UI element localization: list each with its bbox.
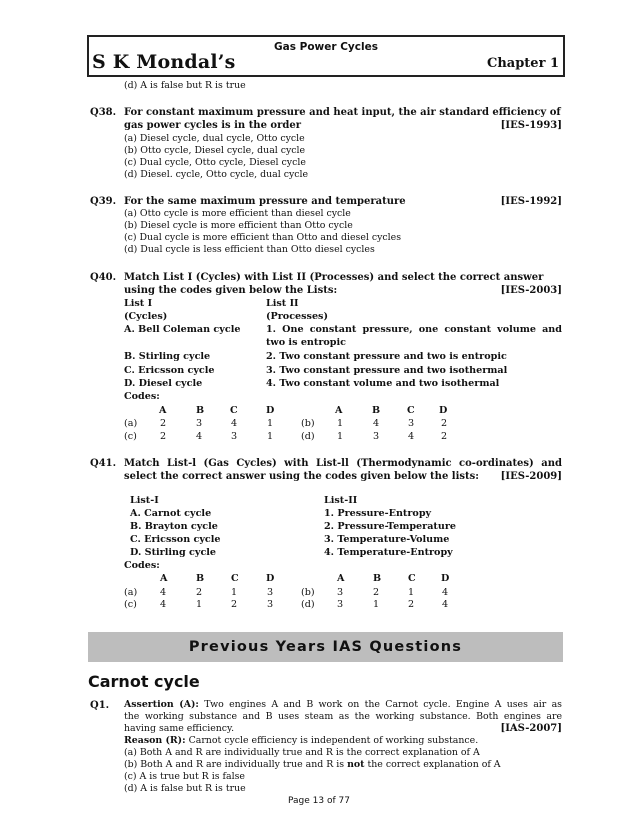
- q41-code-value: 4: [442, 599, 449, 610]
- q41-list1-item: D. Stirling cycle: [130, 547, 217, 558]
- q40-code-header: B: [196, 405, 205, 416]
- q40-code-header: B: [372, 405, 381, 416]
- q41-code-header: D: [266, 573, 275, 584]
- q41-code-value: 3: [267, 587, 274, 598]
- q40-code-value: 2: [441, 418, 448, 429]
- q40-code-value: 4: [196, 431, 203, 442]
- q41-list1-item: A. Carnot cycle: [130, 508, 212, 519]
- q40-code-value: 1: [267, 418, 274, 429]
- page-number: Page 13 of 77: [288, 796, 350, 806]
- q40-code-value: 1: [337, 431, 344, 442]
- q41-code-value: 4: [160, 599, 167, 610]
- q41-code-value: 2: [373, 587, 380, 598]
- q41-code-header: C: [408, 573, 416, 584]
- q40-code-value: 4: [231, 418, 238, 429]
- q41-code-header: A: [160, 573, 168, 584]
- q40-code-value: 2: [441, 431, 448, 442]
- q40-list1-sub: (Cycles): [124, 311, 168, 322]
- q41-number: Q41.: [90, 458, 117, 469]
- header-chapter: Chapter 1: [486, 56, 559, 71]
- q40-code-header: D: [439, 405, 448, 416]
- q40-list1-item: C. Ericsson cycle: [124, 365, 215, 376]
- q41-text-line2: select the correct answer using the codes given below the lists:: [124, 471, 479, 482]
- section-heading: Carnot cycle: [88, 672, 200, 691]
- ias-q1-assertion-line3: having same efficiency.: [124, 723, 235, 734]
- q41-list2-item: 3. Temperature-Volume: [324, 534, 450, 545]
- q38-option-c: (c) Dual cycle, Otto cycle, Diesel cycle: [124, 157, 306, 168]
- q39-option-d: (d) Dual cycle is less efficient than Otto diesel cycles: [124, 244, 375, 255]
- ias-q1-assertion-line1: [124, 699, 562, 711]
- q40-code-header: D: [266, 405, 275, 416]
- q41-code-value: 3: [267, 599, 274, 610]
- q38-option-d: (d) Diesel. cycle, Otto cycle, dual cycle: [124, 169, 309, 180]
- q40-code-value: 1: [337, 418, 344, 429]
- ias-q1-option-b: [124, 759, 562, 771]
- ias-q1-option-c: (c) A is true but R is false: [124, 771, 245, 782]
- q39-reference: [IES-1992]: [500, 196, 562, 207]
- q40-list1-item: A. Bell Coleman cycle: [124, 324, 241, 335]
- q38-number: Q38.: [90, 107, 117, 118]
- q41-code-value: 3: [337, 587, 344, 598]
- ias-q1-option-d: (d) A is false but R is true: [124, 783, 246, 794]
- q38-option-b: (b) Otto cycle, Diesel cycle, dual cycle: [124, 145, 306, 156]
- assertion-text: Two engines A and B work on the Carnot cycle. Engine A uses air as: [204, 699, 562, 710]
- q40-code-value: 1: [267, 431, 274, 442]
- header-author: S K Mondal’s: [92, 51, 236, 73]
- q40-codes-label: Codes:: [124, 391, 160, 402]
- q40-code-option: (d): [301, 431, 315, 442]
- q41-text-line1: Match List-l (Gas Cycles) with List-ll (Thermodynamic co-ordinates) and: [124, 458, 562, 469]
- q41-code-value: 4: [442, 587, 449, 598]
- q41-list1-item: B. Brayton cycle: [130, 521, 218, 532]
- q41-code-option: (b): [301, 587, 315, 598]
- q40-list2-head: List II: [266, 298, 299, 309]
- q41-code-value: 1: [231, 587, 238, 598]
- q41-code-header: A: [337, 573, 345, 584]
- q40-list1-head: List I: [124, 298, 153, 309]
- q41-code-value: 4: [160, 587, 167, 598]
- q40-code-option: (b): [301, 418, 315, 429]
- q40-code-value: 3: [408, 418, 415, 429]
- page-header: [87, 35, 565, 77]
- q40-code-option: (c): [124, 431, 137, 442]
- ias-q1-reference: [IAS-2007]: [500, 723, 562, 734]
- q41-code-value: 1: [196, 599, 203, 610]
- q41-code-header: C: [231, 573, 239, 584]
- q40-list2-item: 1. One constant pressure, one constant volume and: [266, 324, 562, 335]
- carryover-option: (d) A is false but R is true: [124, 80, 246, 91]
- q38-text-line1: For constant maximum pressure and heat input, the air standard efficiency of: [124, 107, 561, 118]
- q40-list2-item: 3. Two constant pressure and two isothermal: [266, 365, 508, 376]
- q39-text-line1: For the same maximum pressure and temperature: [124, 196, 406, 207]
- q40-code-value: 2: [160, 431, 167, 442]
- q41-list1-item: C. Ericsson cycle: [130, 534, 221, 545]
- q40-list2-sub: (Processes): [266, 311, 328, 322]
- q41-code-value: 2: [196, 587, 203, 598]
- q41-code-header: B: [196, 573, 205, 584]
- q40-code-value: 3: [231, 431, 238, 442]
- q40-code-value: 3: [196, 418, 203, 429]
- q40-code-value: 2: [160, 418, 167, 429]
- q41-code-option: (d): [301, 599, 315, 610]
- q41-reference: [IES-2009]: [500, 471, 562, 482]
- q40-list1-item: D. Diesel cycle: [124, 378, 203, 389]
- q39-option-c: (c) Dual cycle is more efficient than Otto and diesel cycles: [124, 232, 402, 243]
- option-b-text-end: the correct explanation of A: [364, 759, 501, 770]
- q41-codes-label: Codes:: [124, 560, 160, 571]
- q40-reference: [IES-2003]: [500, 285, 562, 296]
- q41-code-value: 1: [373, 599, 380, 610]
- q41-code-value: 3: [337, 599, 344, 610]
- q40-text-line1: Match List I (Cycles) with List II (Processes) and select the correct answer: [124, 272, 544, 283]
- q41-code-header: B: [373, 573, 382, 584]
- q41-code-option: (c): [124, 599, 137, 610]
- ias-q1-number: Q1.: [90, 700, 110, 711]
- q41-code-value: 2: [231, 599, 238, 610]
- q39-option-a: (a) Otto cycle is more efficient than diesel cycle: [124, 208, 351, 219]
- banner-title: Previous Years IAS Questions: [188, 639, 463, 655]
- q38-option-a: (a) Diesel cycle, dual cycle, Otto cycle: [124, 133, 305, 144]
- q41-code-value: 1: [408, 587, 415, 598]
- ias-q1-reason: [124, 735, 562, 747]
- q40-list1-item: B. Stirling cycle: [124, 351, 211, 362]
- q41-list1-head: List-I: [130, 495, 159, 506]
- q41-list2-item: 1. Pressure-Entropy: [324, 508, 432, 519]
- q40-code-value: 4: [373, 418, 380, 429]
- q41-code-value: 2: [408, 599, 415, 610]
- q40-list2-item: 2. Two constant pressure and two is entropic: [266, 351, 507, 362]
- q38-text-line2: gas power cycles is in the order: [124, 120, 301, 131]
- ias-q1-assertion-line2: the working substance and B uses steam as the working substance. Both engines are: [124, 711, 562, 722]
- q40-text-line2: using the codes given below the Lists:: [124, 285, 338, 296]
- ias-q1-option-a: (a) Both A and R are individually true and R is the correct explanation of A: [124, 747, 480, 758]
- q41-code-header: D: [441, 573, 450, 584]
- option-b-emphasis: not: [347, 759, 365, 770]
- reason-label: Reason (R):: [124, 735, 186, 746]
- q41-code-option: (a): [124, 587, 138, 598]
- reason-text: Carnot cycle efficiency is independent of working substance.: [188, 735, 479, 746]
- q40-code-option: (a): [124, 418, 138, 429]
- assertion-label: Assertion (A):: [124, 699, 199, 710]
- q41-list2-item: 4. Temperature-Entropy: [324, 547, 453, 558]
- option-b-text: (b) Both A and R are individually true and R is: [124, 759, 348, 770]
- q40-code-value: 4: [408, 431, 415, 442]
- q41-list2-head: List-II: [324, 495, 358, 506]
- section-banner: [88, 632, 563, 662]
- q39-number: Q39.: [90, 196, 117, 207]
- header-title: Gas Power Cycles: [274, 41, 378, 53]
- q41-list2-item: 2. Pressure-Temperature: [324, 521, 456, 532]
- q40-code-header: C: [230, 405, 238, 416]
- q40-number: Q40.: [90, 272, 117, 283]
- q40-code-header: C: [407, 405, 415, 416]
- q39-option-b: (b) Diesel cycle is more efficient than Otto cycle: [124, 220, 353, 231]
- q40-code-value: 3: [373, 431, 380, 442]
- q40-code-header: A: [159, 405, 167, 416]
- q40-code-header: A: [335, 405, 343, 416]
- q38-reference: [IES-1993]: [500, 120, 562, 131]
- q40-list2-item-cont: two is entropic: [266, 337, 346, 348]
- q40-list2-item: 4. Two constant volume and two isothermal: [266, 378, 500, 389]
